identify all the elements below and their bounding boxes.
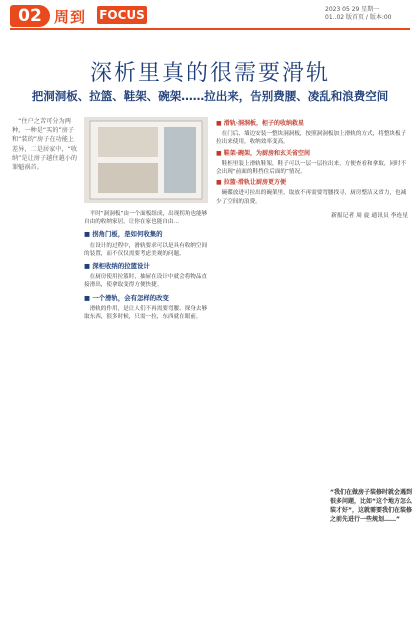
cabinet-illustration bbox=[84, 117, 208, 203]
left-column bbox=[84, 210, 208, 323]
section-heading: ■ 拐角门板，是如何收集的 bbox=[84, 230, 163, 239]
issue-date bbox=[325, 6, 391, 22]
paragraph: 滑轨的作用，是让人们不再需要弯腰、探身去够取东西，很多时候，只需一拉，东西就在眼前。 bbox=[84, 305, 208, 321]
paragraph: 平时“洞洞板”由一个面板组成，出现拐角也能够自由的收纳家居，让你在家也能自由… bbox=[84, 211, 208, 226]
byline: 新报记者 周 旋 通讯员 李连星 bbox=[331, 212, 408, 219]
page-number: 02 bbox=[10, 5, 50, 27]
article-subhead: 把洞洞板、拉篮、鞋架、碗架……拉出来，告别费腰、凌乱和浪费空间 bbox=[31, 89, 389, 103]
section-heading: ■ 滑轨·洞洞板，柜子的收纳救星 bbox=[216, 120, 305, 127]
section-heading: ■ 鞋架·碗架，为厨房和玄关省空间 bbox=[216, 149, 311, 157]
paragraph: 在门后、墙边安装一整块洞洞板，按照洞洞板加上滑轨的方式，将整块板子拉出来使用，收纳效率变高。 bbox=[216, 131, 407, 146]
lead-paragraph bbox=[12, 117, 78, 174]
paragraph: 鞋柜里装上滑轨鞋架，鞋子可以一层一层拉出来，方便查看和拿取，同时不会出现“前面的鞋挡住后面的”情况。 bbox=[216, 160, 407, 176]
lead-text: “住户之苦可分为两种，一种是“买的”房子和“装的”房子在功能上差异，二是居家中，“收纳”是让房子越住越小的罪魁祸首。 bbox=[12, 118, 78, 172]
paragraph: 在设计的过程中，滑轨要求可以是具有收纳空间的装置，而不仅仅需要考虑美观的问题。 bbox=[84, 242, 208, 257]
section-heading: ■ 拉篮·滑轨让厨房更方便 bbox=[216, 179, 287, 187]
section-heading: ■ 一个滑轨，会有怎样的改变 bbox=[84, 293, 169, 302]
paragraph: 在厨房使用拉篮时，抽屉在设计中就会将物品直接滑出，使拿取变得方便快捷。 bbox=[84, 274, 208, 289]
article-headline: 深析里真的很需要滑轨 bbox=[89, 61, 330, 86]
pull-quote: “我们在做房子装修时就会遇到很多问题，比如“这个地方怎么装才好”，这就需要我们在装修之前先进行一些规划……” bbox=[330, 489, 412, 523]
right-column bbox=[216, 117, 408, 220]
section-heading: ■ 深柜收纳的拉篮设计 bbox=[84, 262, 150, 271]
edition-line: 01..02 版首页 / 版本:00 bbox=[325, 14, 392, 21]
page-header bbox=[0, 0, 420, 40]
section-title: 周到 bbox=[54, 8, 87, 26]
section-tag: FOCUS bbox=[97, 6, 147, 24]
article-photo bbox=[84, 117, 208, 203]
paragraph: 碗碟放进可拉出的碗架里，取放不再需要弯腰找寻，厨房整洁又省力，也减少了空间的浪费。 bbox=[216, 190, 407, 205]
header-rule bbox=[10, 28, 410, 30]
date-line: 2023 05 29 星期一 bbox=[325, 6, 380, 13]
